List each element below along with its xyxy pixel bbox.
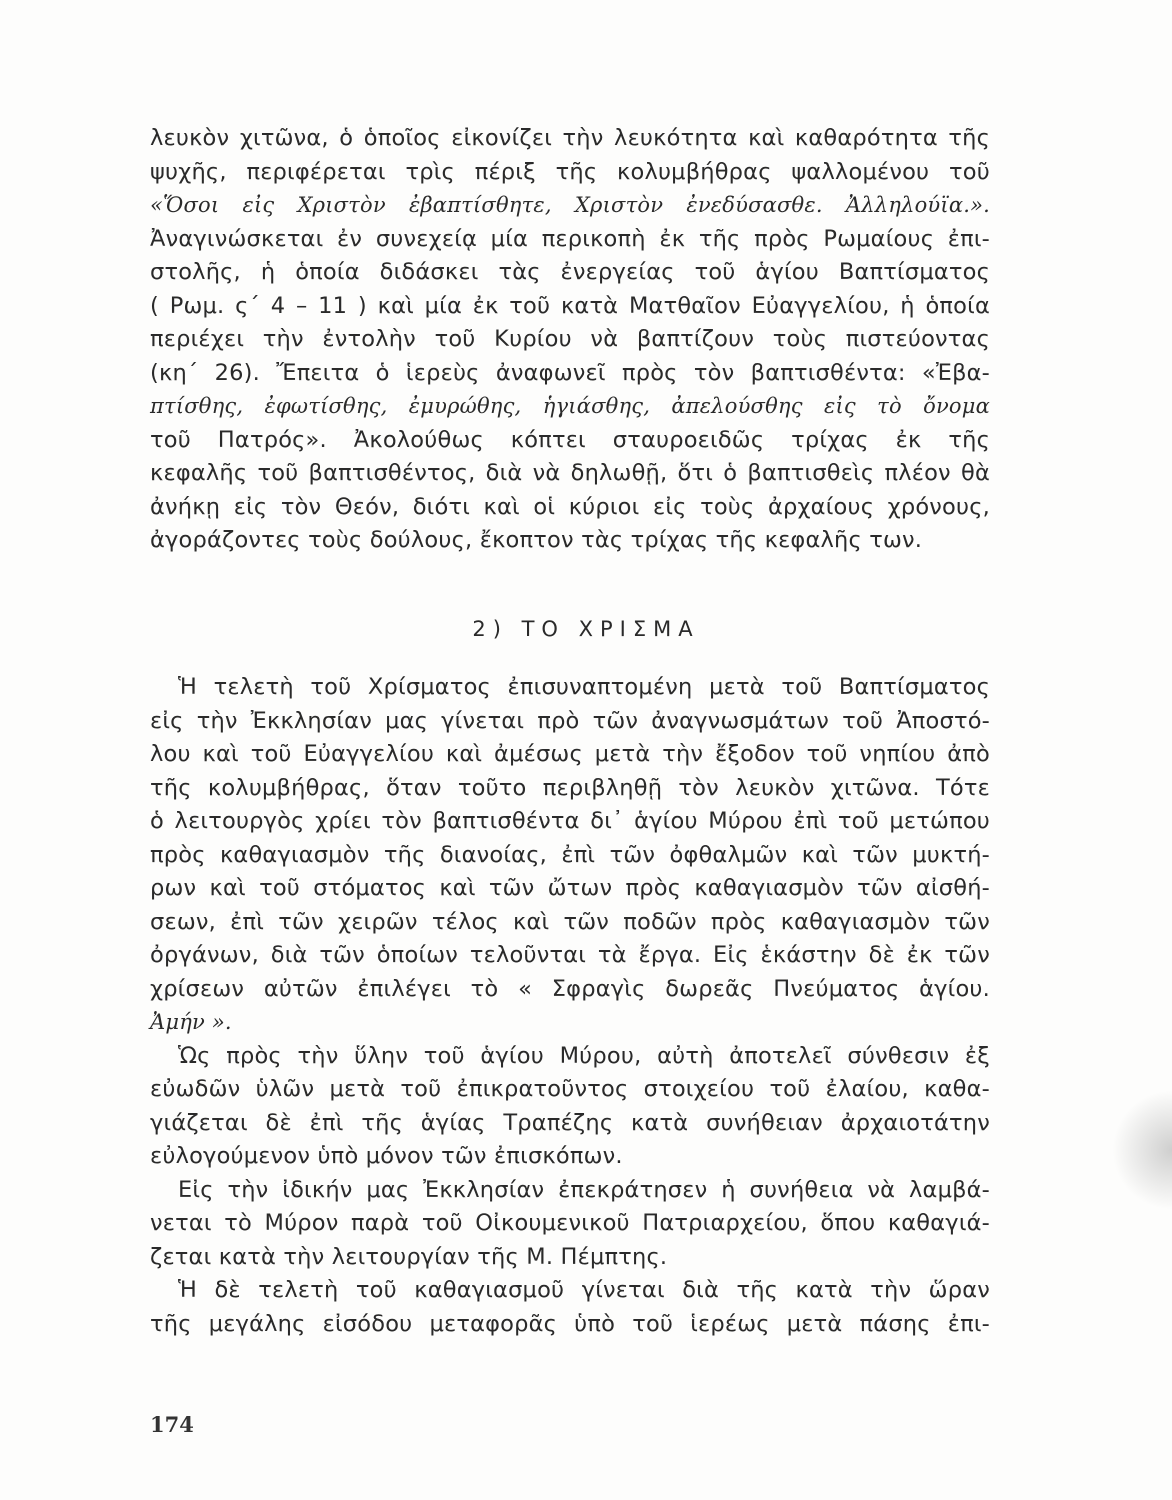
text-line: ἀνήκῃ εἰς τὸν Θεόν, διότι καὶ οἱ κύριοι εἰς τοὺς ἀρχαίους χρόνους,: [150, 493, 990, 520]
text-line: Ἀμήν ».: [150, 1010, 232, 1034]
text-line: γιάζεται δὲ ἐπὶ τῆς ἁγίας Τραπέζης κατὰ συνήθειαν ἀρχαιοτάτην: [150, 1109, 990, 1136]
paragraph-2: [150, 671, 990, 1040]
text-line: ὀργάνων, διὰ τῶν ὁποίων τελοῦνται τὰ ἔργα. Εἰς ἑκάστην δὲ ἐκ τῶν: [150, 942, 990, 968]
text-line: εὐλογούμενον ὑπὸ μόνον τῶν ἐπισκόπων.: [150, 1143, 623, 1169]
text-line: εὐωδῶν ὑλῶν μετὰ τοῦ ἐπικρατοῦντος στοιχείου τοῦ ἐλαίου, καθα-: [150, 1076, 990, 1102]
paragraph-4: [150, 1174, 990, 1275]
text-line: τοῦ Πατρός». Ἀκολούθως κόπτει σταυροειδῶς τρίχας ἐκ τῆς: [150, 426, 990, 453]
page-stain: [1112, 1090, 1172, 1210]
text-line: ( Ρωμ. ς΄ 4 – 11 ) καὶ μία ἐκ τοῦ κατὰ Ματθαῖον Εὐαγγελίου, ἡ ὁποία: [150, 292, 990, 319]
text-line: ρων καὶ τοῦ στόματος καὶ τῶν ὤτων πρὸς καθαγιασμὸν τῶν αἰσθή-: [150, 875, 990, 901]
section-body: [150, 671, 990, 1341]
paragraph-1: [150, 122, 990, 558]
paragraph-5: [150, 1274, 990, 1341]
text-line: Ἡ δὲ τελετὴ τοῦ καθαγιασμοῦ γίνεται διὰ τῆς κατὰ τὴν ὥραν: [178, 1277, 990, 1303]
text-line: τῆς μεγάλης εἰσόδου μεταφορᾶς ὑπὸ τοῦ ἱερέως μετὰ πάσης ἐπι-: [150, 1310, 990, 1337]
text-line: εἰς τὴν Ἐκκλησίαν μας γίνεται πρὸ τῶν ἀναγνωσμάτων τοῦ Ἀποστό-: [150, 707, 990, 734]
text-line: περιέχει τὴν ἐντολὴν τοῦ Κυρίου νὰ βαπτίζουν τοὺς πιστεύοντας: [150, 326, 990, 352]
page-number: 174: [150, 1412, 194, 1437]
text-line: στολῆς, ἡ ὁποία διδάσκει τὰς ἐνεργείας τοῦ ἁγίου Βαπτίσματος: [150, 259, 990, 285]
text-line: τῆς κολυμβήθρας, ὅταν τοῦτο περιβληθῇ τὸν λευκὸν χιτῶνα. Τότε: [150, 774, 990, 801]
text-line: πρὸς καθαγιασμὸν τῆς διανοίας, ἐπὶ τῶν ὀφθαλμῶν καὶ τῶν μυκτή-: [150, 841, 990, 868]
text-line: χρίσεων αὐτῶν ἐπιλέγει τὸ « Σφραγὶς δωρεᾶς Πνεύματος ἁγίου.: [150, 975, 990, 1002]
paragraph-3: [150, 1040, 990, 1174]
text-line: κεφαλῆς τοῦ βαπτισθέντος, διὰ νὰ δηλωθῇ, ὅτι ὁ βαπτισθεὶς πλέον θὰ: [150, 460, 990, 486]
text-line: πτίσθης, ἐφωτίσθης, ἐμυρώθης, ἡγιάσθης, ἀπελούσθης εἰς τὸ ὄνομα: [150, 394, 990, 418]
text-line: «Ὅσοι εἰς Χριστὸν ἐβαπτίσθητε, Χριστὸν ἐνεδύσασθε. Ἀλληλούϊα.».: [150, 193, 990, 217]
text-line: λευκὸν χιτῶνα, ὁ ὁποῖος εἰκονίζει τὴν λευκότητα καὶ καθαρότητα τῆς: [150, 125, 990, 151]
text-line: ψυχῆς, περιφέρεται τρὶς πέριξ τῆς κολυμβήθρας ψαλλομένου τοῦ: [150, 158, 990, 185]
text-line: Ὡς πρὸς τὴν ὕλην τοῦ ἁγίου Μύρου, αὐτὴ ἀποτελεῖ σύνθεσιν ἐξ: [178, 1042, 990, 1069]
section-heading: 2) ΤΟ ΧΡΙΣΜΑ: [472, 617, 700, 641]
text-line: ἀγοράζοντες τοὺς δούλους, ἔκοπτον τὰς τρίχας τῆς κεφαλῆς των.: [150, 527, 923, 553]
text-line: Εἰς τὴν ἰδικήν μας Ἐκκλησίαν ἐπεκράτησεν ἡ συνήθεια νὰ λαμβά-: [178, 1176, 990, 1203]
text-line: λου καὶ τοῦ Εὐαγγελίου καὶ ἀμέσως μετὰ τὴν ἔξοδον τοῦ νηπίου ἀπὸ: [150, 741, 990, 767]
text-line: Ἡ τελετὴ τοῦ Χρίσματος ἐπισυναπτομένη μετὰ τοῦ Βαπτίσματος: [178, 674, 990, 700]
text-line: Ἀναγινώσκεται ἐν συνεχείᾳ μία περικοπὴ ἐκ τῆς πρὸς Ρωμαίους ἐπι-: [150, 225, 990, 252]
text-line: σεων, ἐπὶ τῶν χειρῶν τέλος καὶ τῶν ποδῶν πρὸς καθαγιασμὸν τῶν: [150, 908, 990, 935]
text-line: ὁ λειτουργὸς χρίει τὸν βαπτισθέντα δι᾽ ἁγίου Μύρου ἐπὶ τοῦ μετώπου: [150, 808, 990, 834]
text-line: (κη΄ 26). Ἔπειτα ὁ ἱερεὺς ἀναφωνεῖ πρὸς τὸν βαπτισθέντα: «Ἐβα-: [150, 359, 990, 386]
text-line: νεται τὸ Μύρον παρὰ τοῦ Οἰκουμενικοῦ Πατριαρχείου, ὅπου καθαγιά-: [150, 1210, 990, 1236]
text-line: ζεται κατὰ τὴν λειτουργίαν τῆς Μ. Πέμπτης.: [150, 1243, 668, 1270]
